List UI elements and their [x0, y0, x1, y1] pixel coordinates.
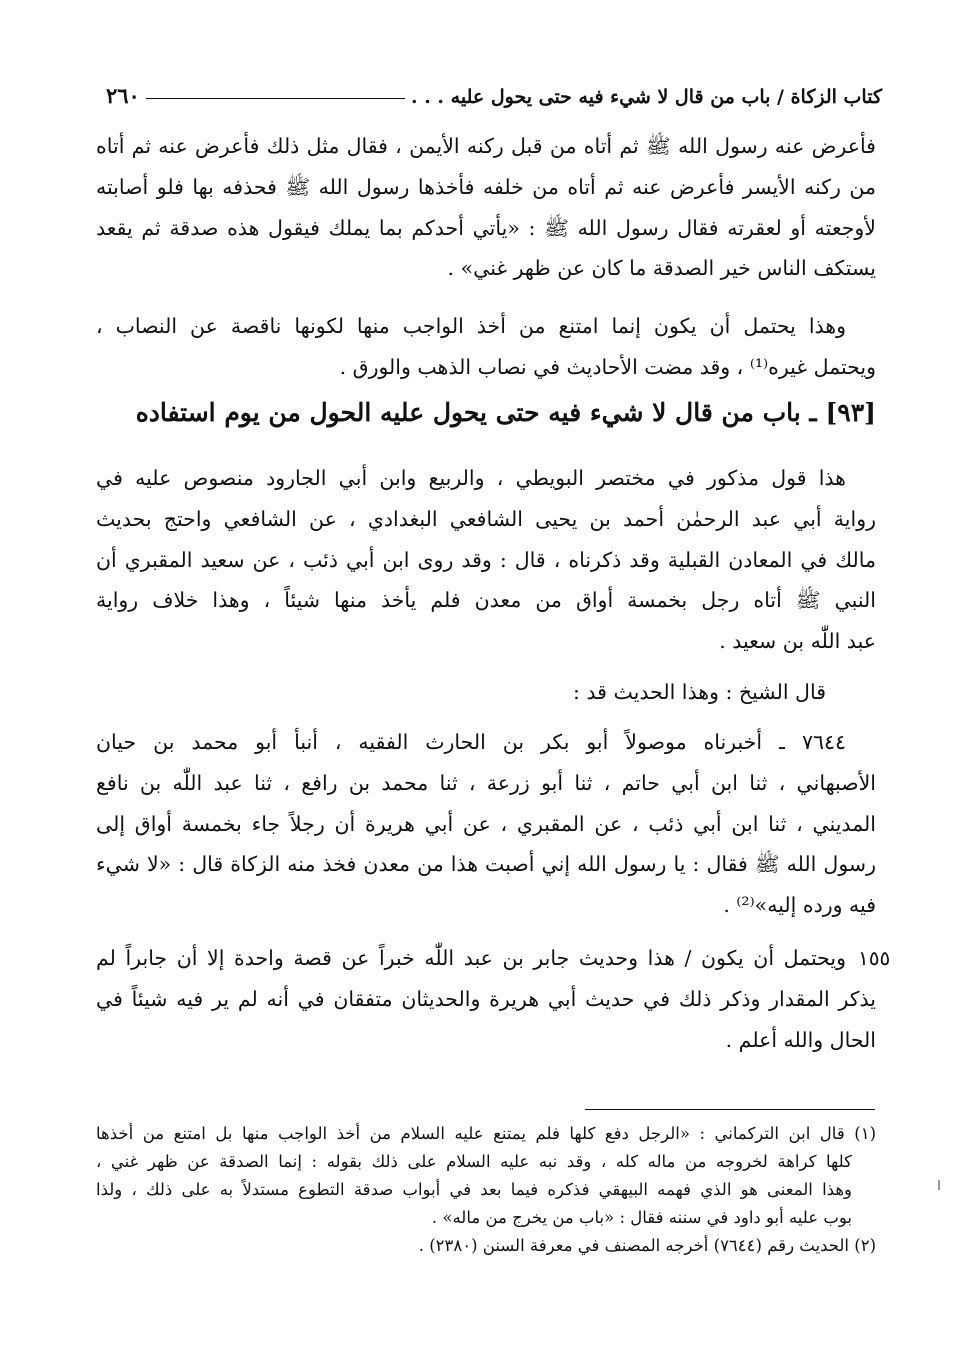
- section-heading: [٩٣] ـ باب من قال لا شيء فيه حتى يحول عليه الحول من يوم استفاده: [135, 398, 876, 427]
- text-line: هذا قول مذكور في مختصر البويطي ، والربيع وابن أبي الجارود منصوص عليه في: [96, 466, 846, 490]
- paragraph-6: [96, 938, 876, 1060]
- text-line: قال الشيخ : وهذا الحديث قد :: [573, 680, 826, 704]
- text-line: من ركنه الأيسر فأعرض عنه ثم أتاه من خلفه فأخذها رسول الله ﷺ فحذفه بها فلو أصابته: [96, 174, 876, 199]
- paragraph-4: [96, 672, 876, 713]
- footnote-separator: [585, 1109, 875, 1110]
- running-title: كتاب الزكاة / باب من قال لا شيء فيه حتى يحول عليه . . .: [410, 86, 882, 108]
- footnote-line: كلها كراهة لخروجه من ماله كله ، وقد نبه عليه السلام على ذلك بقوله : إنما الصدقة عن ظهر غني ،: [96, 1152, 852, 1171]
- text-line: فيه ورده إليه»⁽²⁾ .: [723, 893, 876, 918]
- text-line: يذكر المقدار وذكر ذلك في حديث أبي هريرة والحديثان متفقان في أنه لم ير فيه شيئاً في: [96, 986, 876, 1011]
- page-header: [92, 72, 882, 108]
- paragraph-2: [96, 306, 876, 388]
- text-line: الأصبهاني ، ثنا ابن أبي حاتم ، ثنا أبو زرعة ، ثنا محمد بن رافع ، ثنا عبد اللّٰه بن نافع: [96, 770, 876, 795]
- page-number: ٢٦٠: [106, 83, 140, 108]
- paragraph-3: [96, 458, 876, 662]
- text-line: وهذا يحتمل أن يكون إنما امتنع من أخذ الواجب منها لكونها ناقصة عن النصاب ،: [96, 314, 846, 338]
- text-line: رسول الله ﷺ فقال : يا رسول الله إني أصبت هذا من معدن فخذ منه الزكاة قال : «لا شيء: [96, 852, 876, 877]
- text-line: الحال والله أعلم .: [725, 1027, 876, 1052]
- text-line: ويحتمل غيره⁽¹⁾ ، وقد مضت الأحاديث في نصاب الذهب والورق .: [339, 354, 876, 379]
- text-line: مالك في المعادن القبلية وقد ذكرناه ، قال : وقد روى ابن أبي ذئب ، عن سعيد المقبري أن: [96, 547, 876, 572]
- text-line: فأعرض عنه رسول الله ﷺ ثم أتاه من قبل ركنه الأيمن ، فقال مثل ذلك فأعرض عنه ثم أتاه: [96, 134, 876, 158]
- text-line: رواية أبي عبد الرحمٰن أحمد بن يحيى الشافعي البغدادي ، عن الشافعي واحتج بحديث: [96, 506, 876, 531]
- header-rule: [146, 98, 405, 99]
- scan-mark: [938, 1180, 940, 1190]
- footnote-2: [96, 1232, 876, 1260]
- text-line: المديني ، ثنا ابن أبي ذئب ، عن المقبري ، عن أبي هريرة أن رجلاً جاء بخمسة أواق إلى: [96, 811, 876, 836]
- text-line: لأوجعته أو لعقرته فقال رسول الله ﷺ : «يأتي أحدكم بما يملك فيقول هذه صدقة ثم يقعد: [96, 215, 876, 240]
- footnote-line: وهذا المعنى هو الذي فهمه البيهقي فذكره فيما بعد في أبواب صدقة التطوع مستدلاً به على ذلك ، ولذا: [96, 1180, 852, 1199]
- footnote-1: [96, 1120, 876, 1232]
- footnote-line: (١) قال ابن التركماني : «الرجل دفع كلها فلم يمتنع عليه السلام من أخذ الواجب منها بل امتنع من أخذها: [96, 1124, 876, 1143]
- paragraph-1: [96, 126, 876, 289]
- footnotes: [96, 1120, 876, 1260]
- text-line: ٧٦٤٤ ـ أخبرناه موصولاً أبو بكر بن الحارث الفقيه ، أنبأ أبو محمد بن حيان: [96, 730, 846, 754]
- text-line: ويحتمل أن يكون / هذا وحديث جابر بن عبد اللّٰه خبراً عن قصة واحدة إلا أن جابراً لم: [96, 946, 846, 970]
- footnote-line: (٢) الحديث رقم (٧٦٤٤) أخرجه المصنف في معرفة السنن (٢٣٨٠) .: [418, 1236, 876, 1255]
- footnote-line: بوب عليه أبو داود في سننه فقال : «باب من يخرج من ماله» .: [431, 1208, 852, 1227]
- manuscript-folio-number: ١٥٥: [858, 946, 891, 970]
- text-line: يستكف الناس خير الصدقة ما كان عن ظهر غني» .: [447, 256, 876, 281]
- text-line: عبد اللّٰه بن سعيد .: [719, 629, 876, 654]
- hadith-7644: [96, 722, 876, 926]
- text-line: النبي ﷺ أتاه رجل بخمسة أواق من معدن فلم يأخذ منها شيئاً ، وهذا خلاف رواية: [96, 588, 876, 613]
